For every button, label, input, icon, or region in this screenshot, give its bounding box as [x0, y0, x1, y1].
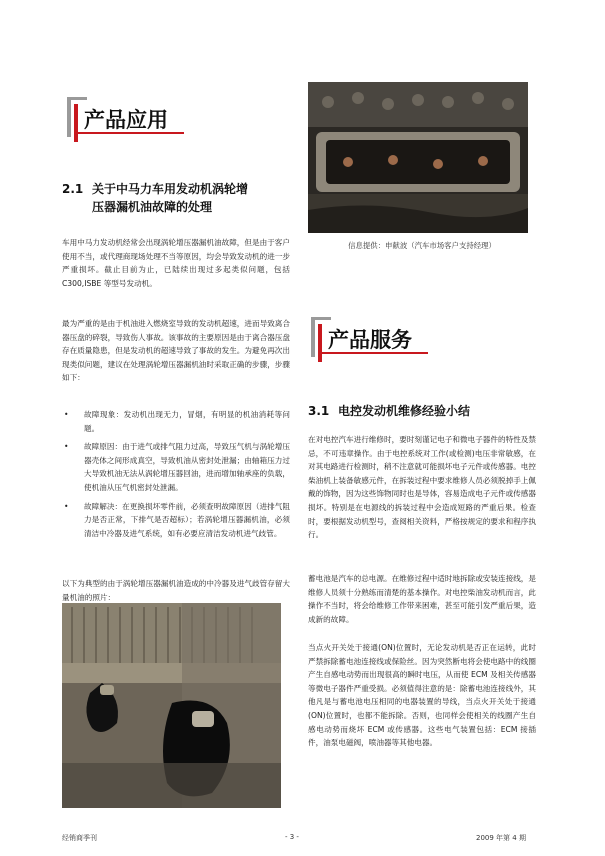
header-grey-bar [311, 317, 315, 357]
article-heading [62, 180, 290, 216]
bullet-icon: • [64, 442, 69, 452]
bullet-list [62, 408, 290, 540]
paragraph: 蓄电池是汽车的总电源。在维修过程中适时地拆除或安装连接线，是维修人员须十分熟练而清楚的基本操作。对电控柴油发动机而言，此操作不当时，将会给维修工作带来困难，甚至可能引发严重后果，造成新的故障。 [308, 574, 536, 624]
section-header-product-service [308, 312, 528, 362]
heading-text: 电控发动机维修经验小结 [338, 404, 471, 418]
paragraph: 车用中马力发动机经常会出现涡轮增压器漏机油故障，但是由于客户使用不当，或代理商现场处理不当等原因，均会导致发动机的进一步严重损坏。截止目前为止，已陆续出现过多起类似问题，包括 C300,ISBE 等型号发动机。 [62, 238, 290, 288]
header-red-bar [318, 324, 322, 362]
list-item: • 故障解决：在更换损坏零件前，必须查明故障原因（进排气阻力是否正常，下排气是否超标）；若涡轮增压器漏机油，必须清洁中冷器及进气系统，如有必要应清洁发动机进气歧管。 [64, 501, 290, 538]
right-body-3 [308, 641, 536, 750]
heading-line-2: 压器漏机油故障的处理 [92, 200, 213, 214]
paragraph: 最为严重的是由于机油进入燃烧室导致的发动机超速，进而导致离合器压盘的碎裂，导致伤人事故。该事故的主要原因是由于离合器压盘存在质量隐患，但是发动机的超速导致了事故的发生。为避免再次出现类似问题，建议在处理涡轮增压器漏机油时采取正确的步骤，步骤如下： [62, 319, 290, 383]
list-item: • 故障原因：由于进气或排气阻力过高，导致压气机与涡轮增压器壳体之间形成真空，导致机油从密封处泄漏；由轴箱压力过大导致机油无法从涡轮增压器回油，进而增加轴承座的负载，使机油从压气机密封处泄漏。 [64, 442, 290, 492]
heading-number: 2.1 [62, 182, 84, 196]
intake-manifold-photo [308, 82, 528, 233]
header-grey-bar [67, 97, 71, 137]
left-column [62, 180, 290, 216]
header-grey-bar-horizontal [67, 97, 87, 100]
paragraph: 在对电控汽车进行维修时，要时刻谨记电子和微电子器件的特性及禁忌，不可违章操作。由于电控系统对工作(或检测)电压非常敏感，在对其电路进行检测时，稍不注意就可能损坏电子元件或传感器。电控柴油机上装备敏感元件，在拆装过程中要求维修人员必须脱掉手上佩戴的饰物，因为这些饰物同时也是导体，容易造成电子元件或传感器损坏。特别是在电源线的拆装过程中会造成短路的严重后果。检查时，要根据发动机型号，查阅相关资料，严格按规定的要求和程序执行。 [308, 435, 536, 540]
header-red-bar [74, 104, 78, 142]
heading-number: 3.1 [308, 404, 330, 418]
paragraph: 当点火开关处于接通(ON)位置时，无论发动机是否正在运转，此时严禁拆除蓄电池连接线或保险丝。因为突然断电将会使电路中的线圈产生自感电动势而出现很高的瞬时电压，从而使 ECM 及相关传感器等微电子器件严重受损。必须值得注意的是：除蓄电池连接线外，其他凡是与蓄电池电压相同的电器装置的导线，当点火开关处于接通(ON)位置时，也都不能拆除。否则，也同样会使相关的线圈产生自感电动势而烧坏 ECM 或传感器。这些电气装置包括：ECM 接插件，油泵电磁阀，喷油器等其他电器。 [308, 643, 536, 748]
heading-line-1: 关于中马力车用发动机涡轮增 [92, 182, 249, 196]
intercooler-photo [62, 603, 281, 808]
bullet-list-container [62, 408, 290, 545]
right-body-2 [308, 572, 536, 626]
left-body-3 [62, 577, 290, 604]
bullet-icon: • [64, 501, 69, 511]
footer-left: 经销商季刊 [62, 834, 97, 842]
section-title: 产品服务 [328, 327, 412, 352]
left-body [62, 236, 290, 290]
left-body-2 [62, 317, 290, 385]
article-heading [308, 402, 536, 420]
section-header-product-application [64, 92, 284, 142]
photo-caption: 信息提供：申献波（汽车市场客户支持经理） [348, 241, 496, 250]
paragraph: 以下为典型的由于涡轮增压器漏机油造成的中冷器及进气歧管存留大量机油的照片： [62, 579, 290, 602]
photo-caption-box [308, 240, 536, 252]
section-title: 产品应用 [84, 107, 168, 132]
footer-page-number: - 3 - [285, 833, 299, 841]
right-body-1 [308, 433, 536, 542]
footer-issue: 2009 年第 4 期 [476, 834, 526, 842]
header-grey-bar-horizontal [311, 317, 331, 320]
right-heading [308, 402, 536, 420]
bullet-icon: • [64, 410, 69, 419]
list-item: • 故障现象：发动机出现无力，冒烟，有明显的机油消耗等问题。 [64, 410, 290, 433]
